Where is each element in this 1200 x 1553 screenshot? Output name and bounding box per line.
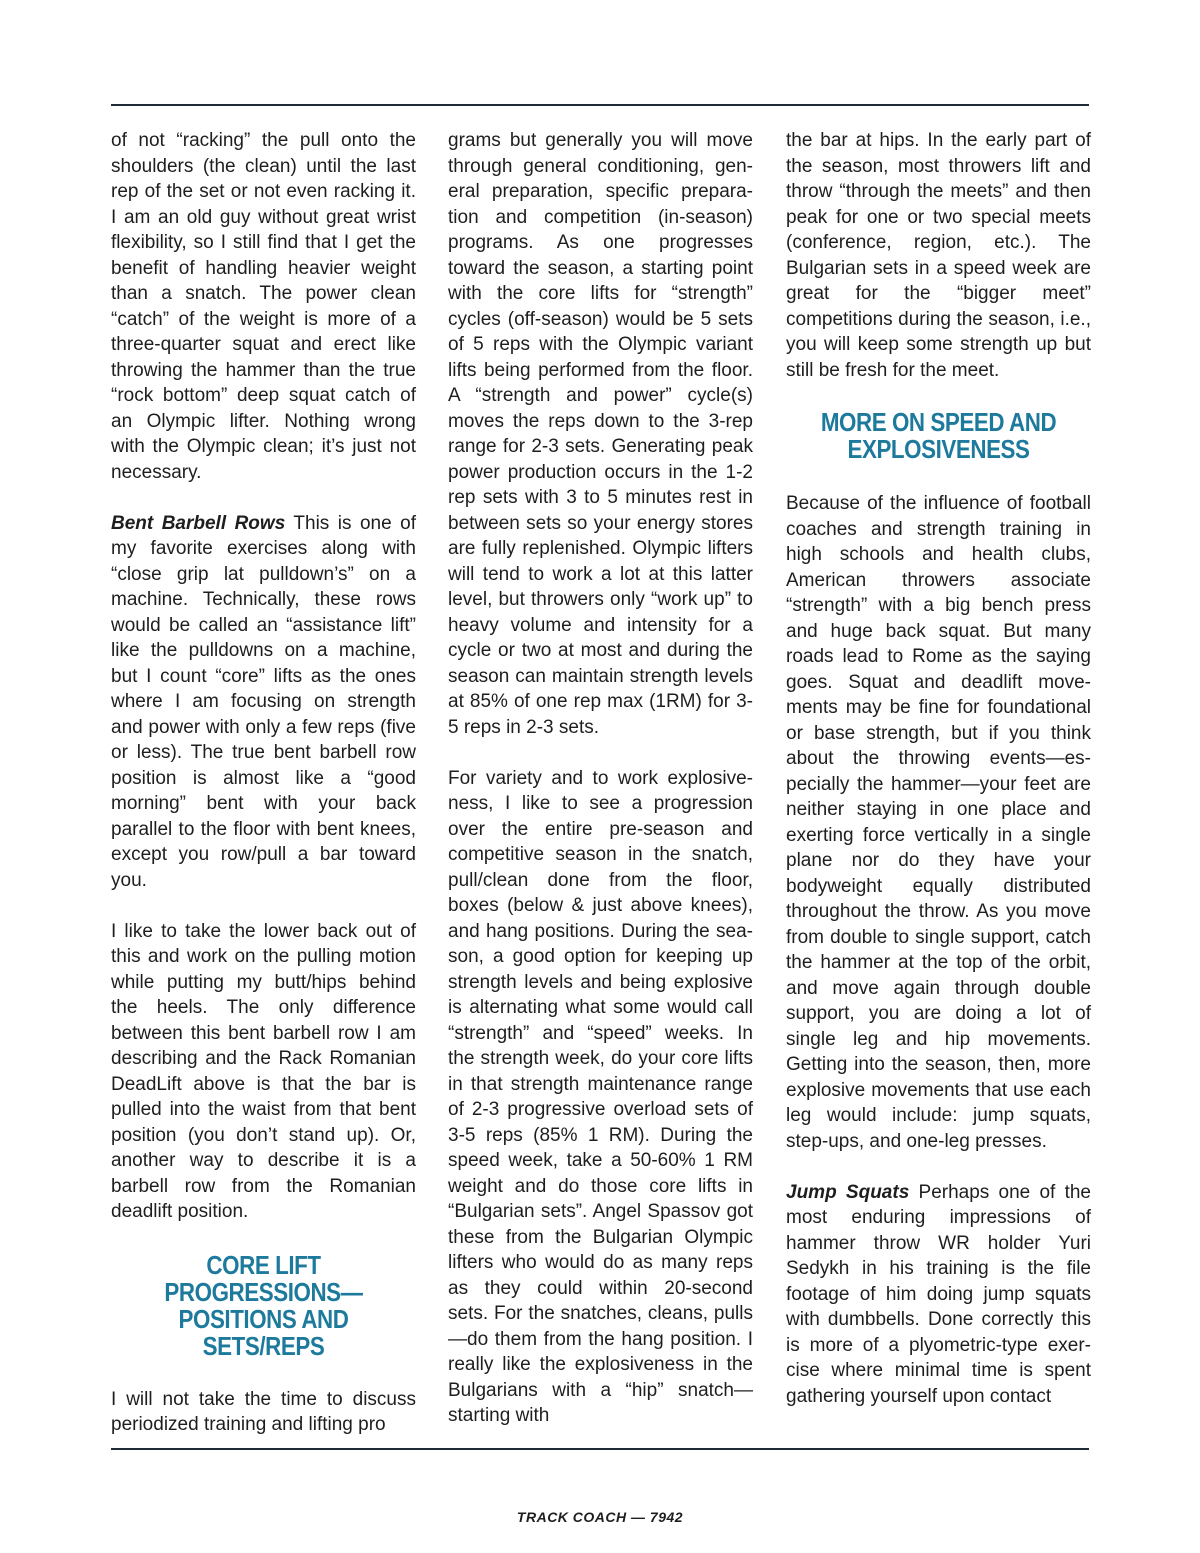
top-rule: [111, 104, 1089, 106]
paragraph: the bar at hips. In the early part of the season, most throwers lift and throw “through the meets” and then peak for one or two special meets (conference, region, etc.). The Bulgarian sets in a speed week are great for the “bigger meet” competitions during the season, i.e., you will keep some strength up but still be fresh for the meet.: [786, 130, 1091, 381]
paragraph: I like to take the lower back out of this and work on the pulling motion while putting my butt/hips behind the heels. The only difference between this bent barbell row I am describing and the Rack Romanian DeadLift above is that the bar is pulled into the waist from that bent position (you don’t stand up). Or, another way to describe it is a barbell row from the Romanian deadlift position.: [111, 920, 416, 1222]
column-3: [786, 128, 1091, 1409]
column-1: [111, 128, 416, 1438]
paragraph: [786, 1180, 1091, 1410]
section-heading: CORE LIFT PROGRESSIONS— POSITIONS AND SETS/REPS: [164, 1249, 363, 1361]
column-2: [448, 128, 753, 1429]
section-heading: MORE ON SPEED AND EXPLOSIVENESS: [820, 407, 1057, 464]
bottom-rule: [111, 1448, 1089, 1450]
paragraph: of not “racking” the pull onto the shoulders (the clean) until the last rep of the set or not even racking it. I am an old guy without great wrist flexibility, so I still find that I get the benefit of handling heavier weight than a snatch. The power clean “catch” of the weight is more of a three-quarter squat and erect like throwing the hammer than the true “rock bottom” deep squat catch of an Olympic lifter. Nothing wrong with the Olympic clean; it’s just not necessary.: [111, 130, 416, 483]
paragraph-text: Perhaps one of the most enduring impressions of hammer throw WR holder Yuri Sedykh in his training is the file footage of him doing jump squats with dumbbells. Done correctly this is more of a plyometric-type exercise where minimal time is spent gathering yourself upon contact: [786, 1181, 1091, 1407]
run-in-heading: Jump Squats: [786, 1181, 910, 1203]
paragraph-text: This is one of my favorite exercises along with “close grip lat pulldown’s” on a machine. Technically, these rows would be called an “assistance lift” like the pulldowns on a machine, but I count “core” lifts as the ones where I am focusing on strength and power with only a few reps (five or less). The true bent barbell row position is almost like a “good morning” bent with your back parallel to the floor with bent knees, except you row/pull a bar toward you.: [111, 512, 416, 891]
paragraph: grams but generally you will move through general conditioning, general preparation, specific preparation and competition (in-season) programs. As one progresses toward the season, a starting point with the core lifts for “strength” cycles (off-season) would be 5 sets of 5 reps with the Olympic variant lifts being performed from the floor. A “strength and power” cycle(s) moves the reps down to the 3-rep range for 2-3 sets. Generating peak power production occurs in the 1-2 rep sets with 3 to 5 minutes rest in between sets so your energy stores are fully replenished. Olympic lifters will tend to work a lot at this latter level, but throwers only “work up” to heavy volume and intensity for a cycle or two at most and during the season can maintain strength levels at 85% of one rep max (1RM) for 3-5 reps in 2-3 sets.: [448, 130, 753, 738]
page-footer: TRACK COACH — 7942: [516, 1509, 684, 1525]
run-in-heading: Bent Barbell Rows: [111, 512, 286, 534]
paragraph: I will not take the time to discuss periodized training and lifting pro: [111, 1388, 416, 1435]
paragraph: For variety and to work explosiveness, I like to see a progression over the entire pre-season and competitive season in the snatch, pull/clean done from the floor, boxes (below & just above knees), and hang positions. During the season, a good option for keeping up strength levels and being explosive is alternating what some would call “strength” and “speed” weeks. In the strength week, do your core lifts in that strength maintenance range of 2-3 progressive overload sets of 3-5 reps (85% 1 RM). During the speed week, take a 50-60% 1 RM weight and do those core lifts in “Bulgarian sets”. Angel Spassov got these from the Bulgarian Olympic lifters who would do as many reps as they could within 20-second sets. For the snatches, cleans, pulls—do them from the hang position. I really like the explosiveness in the Bulgarians with a “hip” snatch—starting with: [448, 767, 753, 1426]
paragraph: Because of the influence of football coaches and strength training in high schools and health clubs, American throwers associate “strength” with a big bench press and huge back squat. But many roads lead to Rome as the saying goes. Squat and deadlift movements may be fine for foundational or base strength, but if you think about the throwing events—especially the hammer—your feet are neither staying in one place and exerting force vertically in a single plane nor do they have your bodyweight equally distributed throughout the throw. As you move from double to single support, catch the hammer at the top of the orbit, and move again through double support, you are doing a lot of single leg and hip movements. Getting into the season, then, more explosive movements that use each leg would include: jump squats, step-ups, and one-leg presses.: [786, 493, 1091, 1152]
paragraph: [111, 511, 416, 894]
